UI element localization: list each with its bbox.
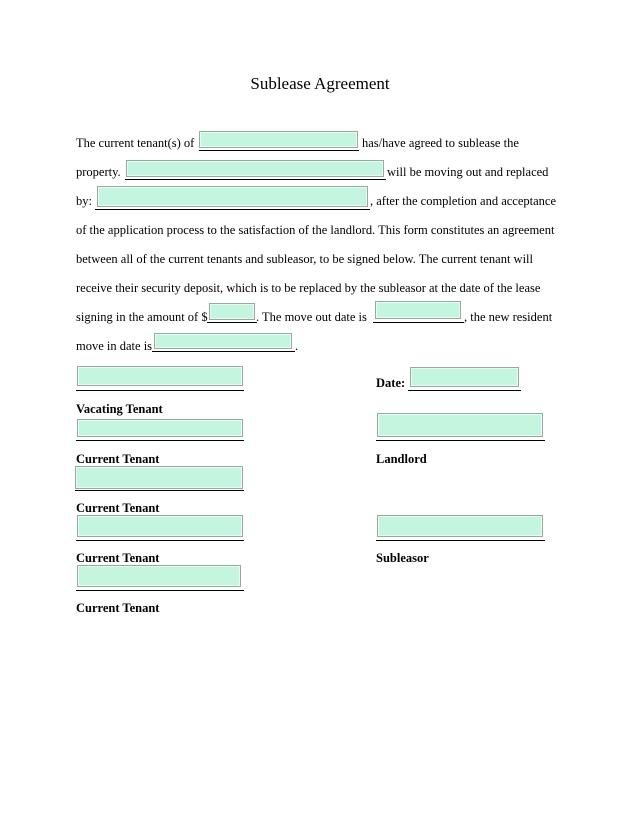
text-move-in-date: move in date is [76,339,153,353]
current-tenant-1-label: Current Tenant [76,452,160,466]
paragraph-line-5: between all of the current tenants and subleasor, to be signed below. The current tenant will [76,252,533,266]
move-out-date-field[interactable] [375,301,461,319]
signature-date-field[interactable] [410,367,519,387]
text-period: . [295,339,299,353]
text-property: property. [76,165,121,179]
current-tenant-2-label: Current Tenant [76,501,160,515]
text-signing-amount: signing in the amount of $ [76,310,208,324]
move-in-date-field[interactable] [154,333,292,349]
current-tenant-name-field[interactable] [126,160,384,177]
subleasor-name-field[interactable] [97,186,368,207]
paragraph-line-6: receive their security deposit, which is to be replaced by the subleasor at the date of the lease [76,281,541,295]
subleasor-label: Subleasor [376,551,429,565]
current-tenant-1-signature-field[interactable] [77,419,243,437]
text-have-agreed: has/have agreed to sublease the [362,136,519,150]
current-tenant-4-label: Current Tenant [76,601,160,615]
text-by: by: [76,194,92,208]
landlord-label: Landlord [376,452,427,466]
vacating-tenant-label: Vacating Tenant [76,402,163,416]
vacating-tenant-signature-field[interactable] [77,366,243,386]
property-address-field[interactable] [199,131,358,148]
text-after-completion: , after the completion and acceptance [370,194,557,208]
current-tenant-4-signature-field[interactable] [77,565,241,587]
deposit-amount-field[interactable] [209,303,255,320]
current-tenant-3-signature-field[interactable] [77,515,243,537]
subleasor-signature-field[interactable] [377,515,543,537]
text-new-resident: , the new resident [464,310,553,324]
page-title: Sublease Agreement [250,74,390,93]
text-moving-out: will be moving out and replaced [387,165,549,179]
text-move-out-date: . The move out date is [256,310,367,324]
landlord-signature-field[interactable] [377,413,543,437]
paragraph-line-4: of the application process to the satisfaction of the landlord. This form constitutes an agreement [76,223,555,237]
text-current-tenants: The current tenant(s) of [76,136,195,150]
current-tenant-3-label: Current Tenant [76,551,160,565]
date-label: Date: [376,376,406,390]
current-tenant-2-signature-field[interactable] [75,466,243,489]
